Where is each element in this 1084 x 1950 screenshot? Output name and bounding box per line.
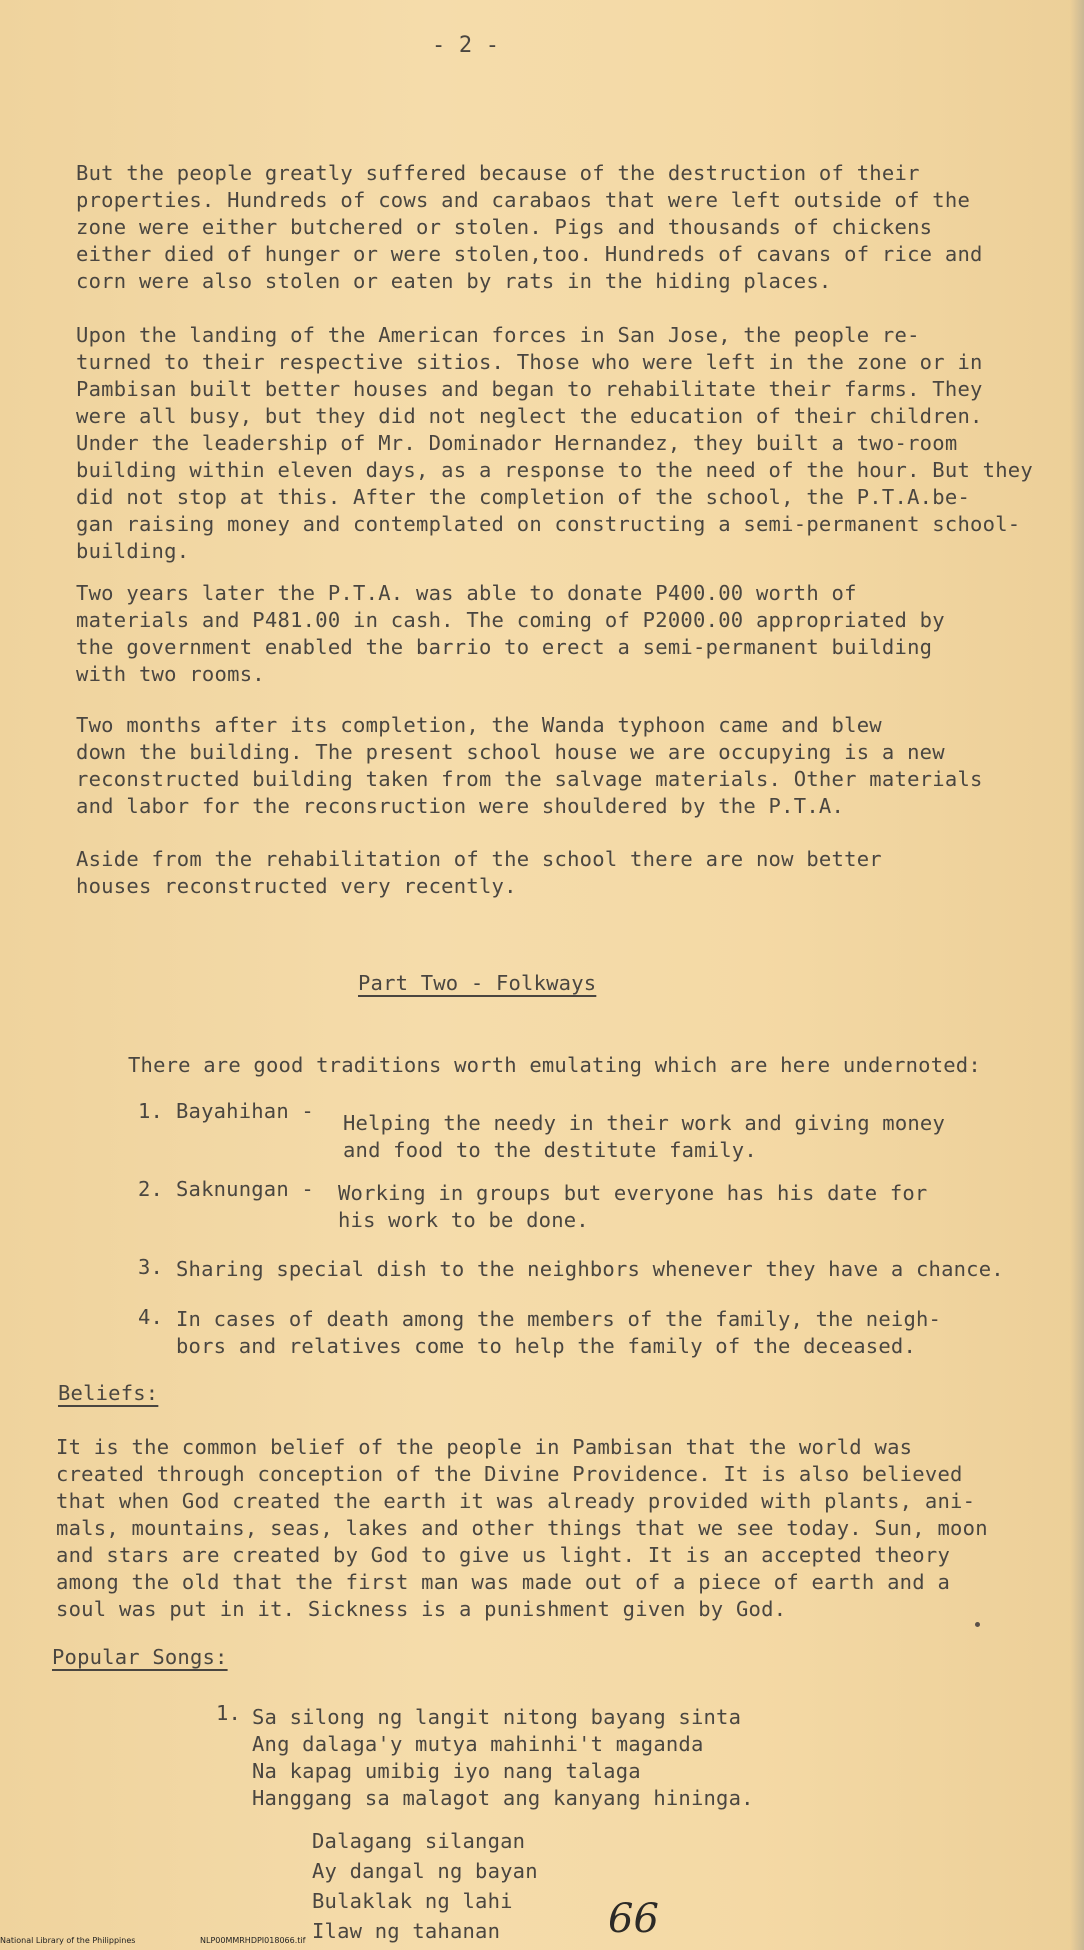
page-edge-shadow	[1070, 0, 1084, 1950]
folkways-intro: There are good traditions worth emulating which are here undernoted:	[128, 1053, 981, 1077]
folkway-item-number: 3.	[138, 1255, 164, 1279]
section-heading-beliefs: Beliefs:	[58, 1381, 159, 1405]
paragraph-3: Two years later the P.T.A. was able to donate P400.00 worth of materials and P481.00 in cash. The coming of P2000.00 appropriated by the government enabled the barrio to erect a semi-permanent building with two rooms.	[76, 581, 945, 686]
footer-library: National Library of the Philippines	[0, 1936, 136, 1945]
song-item-number: 1.	[216, 1701, 242, 1725]
folkway-item-number: 2.	[138, 1177, 164, 1201]
folkway-item-text: In cases of death among the members of the family, the neigh- bors and relatives come to help the family of the deceased.	[176, 1307, 942, 1358]
section-heading-folkways: Part Two - Folkways	[358, 971, 597, 995]
song-verse-1: Sa silong ng langit nitong bayang sinta Ang dalaga'y mutya mahinhi't maganda Na kapag umibig iyo nang talaga Hanggang sa malagot ang kanyang hininga.	[252, 1705, 754, 1810]
folkway-item-term: Saknungan -	[176, 1177, 314, 1201]
footer-file-id: NLP00MMRHDPI018066.tif	[200, 1936, 306, 1945]
ink-speck	[975, 1622, 980, 1627]
paragraph-4: Two months after its completion, the Wanda typhoon came and blew down the building. The present school house we are occupying is a new reconstructed building taken from the salvage materials. Other materials and labor for the reconsruction were shouldered by the P.T.A.	[76, 713, 983, 818]
song-verse-2: Dalagang silangan Ay dangal ng bayan Bulaklak ng lahi Ilaw ng tahanan	[312, 1829, 538, 1943]
page-number: - 2 -	[432, 33, 500, 58]
paragraph-1: But the people greatly suffered because of the destruction of their properties. Hundreds of cows and carabaos that were left outside of the zone were either butchered or stolen. Pigs and thousands of chickens either died of hunger or were stolen,too. Hundreds of cavans of rice and corn were also stolen or eaten by rats in the hiding places.	[76, 161, 983, 293]
folkway-item-text: Sharing special dish to the neighbors whenever they have a chance.	[176, 1257, 1004, 1281]
folkway-item-text: Helping the needy in their work and giving money and food to the destitute family.	[343, 1111, 946, 1162]
handwritten-page-number: 66	[608, 1896, 659, 1942]
paragraph-5: Aside from the rehabilitation of the school there are now better houses reconstructed very recently.	[76, 847, 882, 898]
folkway-item-number: 4.	[138, 1305, 164, 1329]
beliefs-paragraph: It is the common belief of the people in Pambisan that the world was created through conception of the Divine Providence. It is also believed that when God created the earth it was already provided with plants, ani- mals, mountains, seas, lakes and other things that we see today. Sun, moon and stars are created by God to give us light. It is an accepted theory among the old that the first man was made out of a piece of earth and a soul was put in it. Sickness is a punishment given by God.	[56, 1435, 988, 1621]
section-heading-popular-songs: Popular Songs:	[52, 1645, 228, 1669]
folkway-item-text: Working in groups but everyone has his date for his work to be done.	[338, 1181, 928, 1232]
folkway-item-number: 1.	[138, 1099, 164, 1123]
paragraph-2: Upon the landing of the American forces in San Jose, the people re- turned to their respective sitios. Those who were left in the zone or in Pambisan built better houses and began to rehabilitate their farms. They were all busy, but they did not neglect the education of their children. Under the leadership of Mr. Dominador Hernandez, they built a two-room building within eleven days, as a response to the need of the hour. But they did not stop at this. After the completion of the school, the P.T.A.be- gan raising money and contemplated on constructing a semi-permanent school- building.	[76, 323, 1033, 563]
folkway-item-term: Bayahihan -	[176, 1099, 314, 1123]
